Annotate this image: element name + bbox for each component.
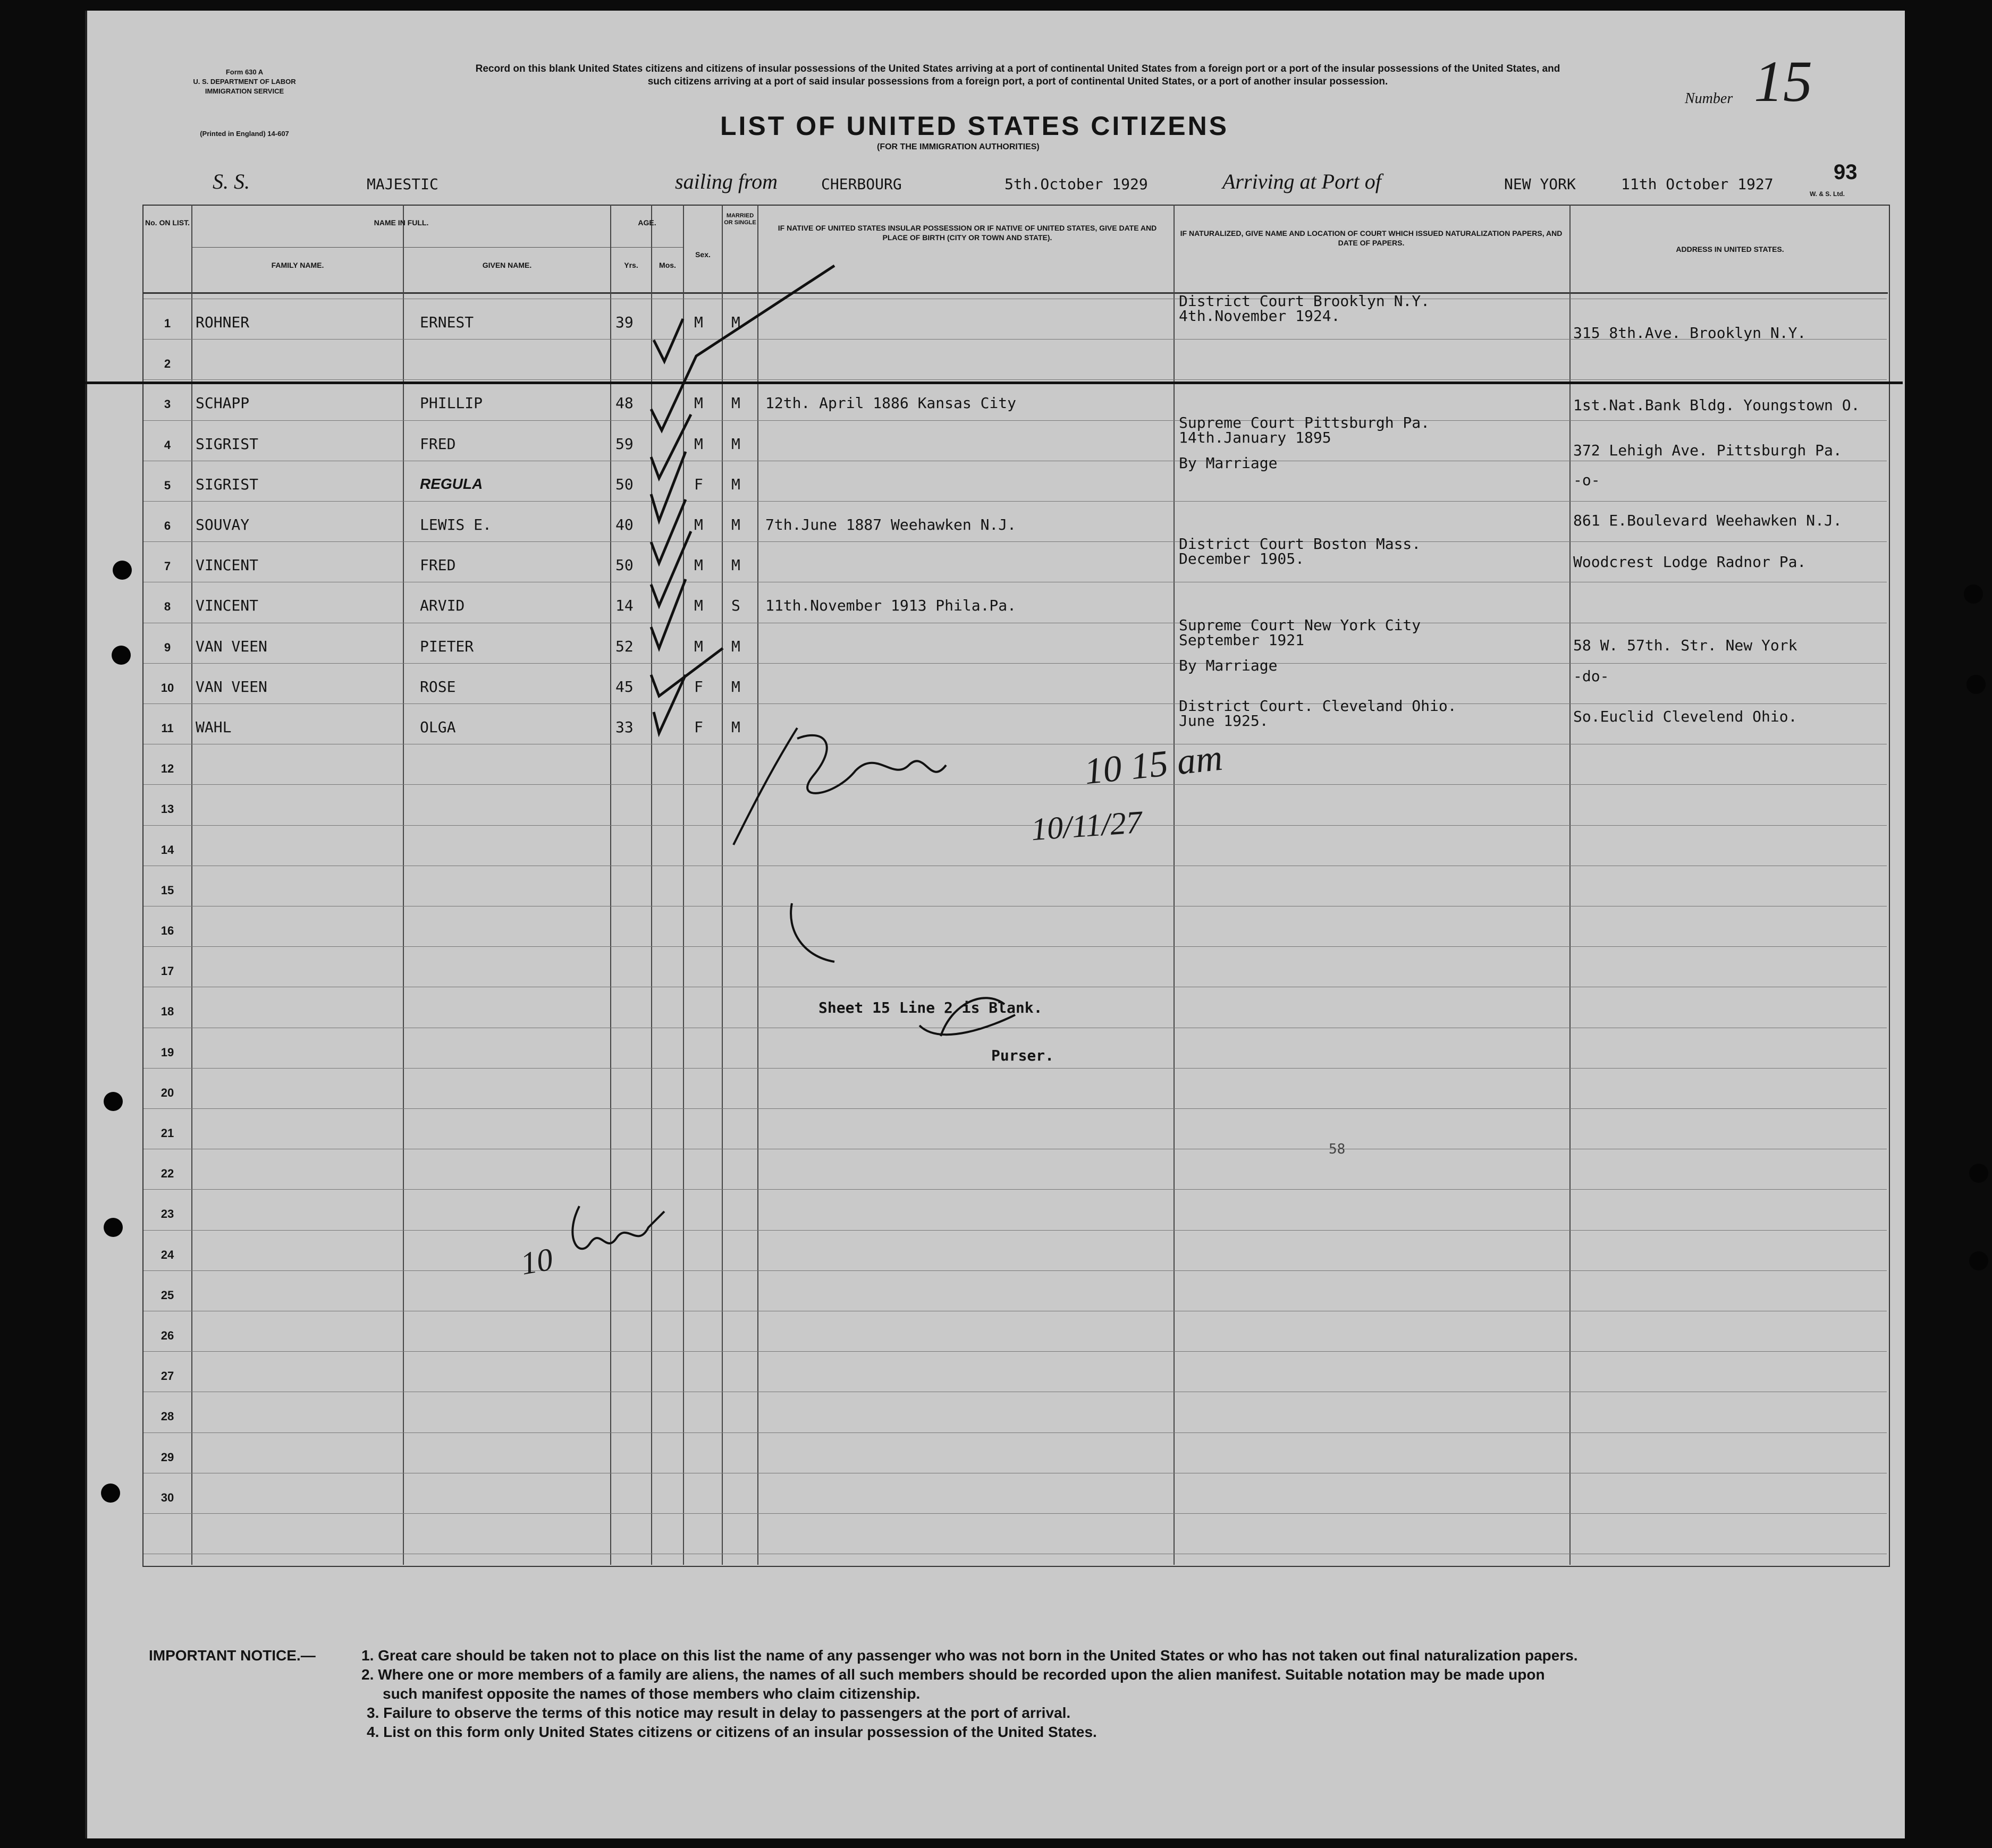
family-name: ROHNER bbox=[196, 313, 250, 331]
court-line-2: December 1905. bbox=[1179, 550, 1305, 568]
birth-info: 12th. April 1886 Kansas City bbox=[765, 394, 1017, 412]
marital-status: M bbox=[731, 313, 740, 331]
marital-status: S bbox=[731, 597, 740, 615]
court-line-1: District Court. Cleveland Ohio. bbox=[1179, 697, 1457, 715]
crossed-out-row-line bbox=[85, 382, 1903, 384]
col-family-name: FAMILY NAME. bbox=[271, 261, 324, 269]
address: 58 W. 57th. Str. New York bbox=[1573, 636, 1797, 654]
punch-hole bbox=[101, 1484, 120, 1503]
punch-hole bbox=[1964, 584, 1983, 604]
given-name: PHILLIP bbox=[420, 394, 483, 412]
punch-hole bbox=[104, 1092, 123, 1111]
sex: M bbox=[694, 435, 703, 453]
marital-status: M bbox=[731, 394, 740, 412]
given-name: FRED bbox=[420, 556, 456, 574]
address: 1st.Nat.Bank Bldg. Youngstown O. bbox=[1573, 396, 1860, 414]
row-number: 27 bbox=[161, 1369, 174, 1383]
given-name: ROSE bbox=[420, 677, 456, 696]
notice-item-2: 2. Where one or more members of a family are aliens, the names of all such members should be recorded upon the alien manifest. Suitable notation may be made upon bbox=[361, 1666, 1545, 1683]
notice-item-1: 1. Great care should be taken not to place on this list the name of any passenger who was not born in the United States or who has not taken out final naturalization papers. bbox=[361, 1647, 1578, 1664]
family-name: SCHAPP bbox=[196, 394, 250, 412]
ruled-line bbox=[144, 541, 1887, 542]
row-number: 19 bbox=[161, 1045, 174, 1059]
col-line bbox=[403, 205, 404, 1565]
row-number: 18 bbox=[161, 1005, 174, 1019]
form-number: Form 630 A bbox=[225, 68, 264, 76]
ruled-line bbox=[144, 1513, 1887, 1514]
punch-hole bbox=[112, 646, 131, 665]
row-number: 26 bbox=[161, 1329, 174, 1342]
sex: F bbox=[694, 718, 703, 736]
col-birth: IF NATIVE OF UNITED STATES INSULAR POSSESSION OR IF NATIVE OF UNITED STATES, GIVE DATE AND PLACE OF BIRTH (CITY OR TOWN AND STATE). bbox=[778, 224, 1157, 242]
given-name: FRED bbox=[420, 435, 456, 453]
row-number: 20 bbox=[161, 1086, 174, 1099]
sex: M bbox=[694, 313, 703, 331]
sex: F bbox=[694, 677, 703, 696]
col-married: MARRIED OR SINGLE bbox=[724, 213, 756, 226]
notice-item-2-cont: such manifest opposite the names of those members who claim citizenship. bbox=[383, 1685, 921, 1702]
col-yrs: Yrs. bbox=[624, 261, 638, 269]
header-rule bbox=[142, 292, 1888, 294]
row-number: 10 bbox=[161, 681, 174, 694]
marital-status: M bbox=[731, 556, 740, 574]
arriving-label: Arriving at Port of bbox=[1222, 169, 1381, 193]
row-number: 25 bbox=[161, 1288, 174, 1302]
court-line-2: June 1925. bbox=[1179, 712, 1269, 730]
address: Woodcrest Lodge Radnor Pa. bbox=[1573, 553, 1807, 571]
handwritten-date: 10/11/27 bbox=[1029, 804, 1143, 847]
sailing-label: sailing from bbox=[675, 169, 778, 193]
family-name: SIGRIST bbox=[196, 475, 259, 493]
court-line-1: Supreme Court Pittsburgh Pa. bbox=[1179, 413, 1430, 431]
purser-label: Purser. bbox=[991, 1047, 1054, 1064]
row-number: 13 bbox=[161, 802, 174, 816]
sex: M bbox=[694, 516, 703, 533]
row-number: 5 bbox=[164, 478, 171, 492]
col-line bbox=[191, 205, 192, 1565]
given-name: OLGA bbox=[420, 718, 456, 736]
printed-note: (Printed in England) 14-607 bbox=[200, 130, 289, 138]
ruled-line bbox=[144, 1270, 1887, 1271]
age-years: 52 bbox=[615, 637, 634, 655]
page-subtitle: (FOR THE IMMIGRATION AUTHORITIES) bbox=[877, 142, 1040, 151]
given-name: PIETER bbox=[420, 637, 474, 655]
age-years: 14 bbox=[615, 597, 634, 615]
col-no: No. ON LIST. bbox=[145, 218, 190, 227]
given-name: ERNEST bbox=[420, 313, 474, 331]
row-number: 23 bbox=[161, 1207, 174, 1221]
ruled-line bbox=[144, 663, 1887, 664]
department: U. S. DEPARTMENT OF LABOR bbox=[193, 78, 296, 86]
marital-status: M bbox=[731, 475, 740, 493]
family-name: VINCENT bbox=[196, 556, 259, 574]
col-naturalized: IF NATURALIZED, GIVE NAME AND LOCATION OF COURT WHICH ISSUED NATURALIZATION PAPERS, AND DATE OF PAPERS. bbox=[1180, 229, 1563, 247]
arrival-date: 11th October 1927 bbox=[1621, 175, 1774, 193]
ship-name: MAJESTIC bbox=[367, 175, 438, 193]
age-years: 48 bbox=[615, 394, 634, 412]
row-number: 4 bbox=[164, 438, 171, 452]
col-given-name: GIVEN NAME. bbox=[482, 261, 532, 269]
sex: M bbox=[694, 597, 703, 615]
address: 861 E.Boulevard Weehawken N.J. bbox=[1573, 512, 1842, 529]
ruled-line bbox=[144, 1351, 1887, 1352]
address: -do- bbox=[1573, 667, 1609, 685]
col-sex: Sex. bbox=[695, 250, 711, 259]
row-number: 16 bbox=[161, 924, 174, 937]
printer-mark: W. & S. Ltd. bbox=[1810, 190, 1845, 198]
col-name: NAME IN FULL. bbox=[374, 218, 429, 227]
age-years: 50 bbox=[615, 475, 634, 493]
family-name: VAN VEEN bbox=[196, 677, 267, 696]
address: So.Euclid Clevelend Ohio. bbox=[1573, 708, 1797, 725]
age-split-rule bbox=[611, 247, 683, 248]
record-notice: Record on this blank United States citizens and citizens of insular possessions of the United States arriving at a port of continental United States from a foreign port or a port of the insular possessions of the United States, and such citizens arriving at a port of said insular possessions from a foreign port, a port of continental United States, or a port of another insular possession. bbox=[475, 63, 1560, 87]
row-number: 11 bbox=[161, 722, 174, 735]
court-line-1: District Court Boston Mass. bbox=[1179, 535, 1421, 553]
col-address: ADDRESS IN UNITED STATES. bbox=[1676, 245, 1784, 253]
row-number: 15 bbox=[161, 883, 174, 897]
marital-status: M bbox=[731, 637, 740, 655]
sex: F bbox=[694, 475, 703, 493]
page-number: 93 bbox=[1834, 160, 1858, 184]
handwritten-signature bbox=[718, 707, 1249, 1265]
row-number: 2 bbox=[164, 357, 171, 371]
ss-label: S. S. bbox=[213, 169, 250, 193]
handwritten-time: 10 15 am bbox=[1082, 737, 1225, 793]
ruled-line bbox=[144, 501, 1887, 502]
punch-hole bbox=[1969, 1251, 1988, 1270]
sailing-port: CHERBOURG bbox=[821, 175, 902, 193]
age-years: 50 bbox=[615, 556, 634, 574]
court-line-1: Supreme Court New York City bbox=[1179, 616, 1421, 634]
col-mos: Mos. bbox=[659, 261, 676, 269]
row-number: 12 bbox=[161, 762, 174, 776]
sex: M bbox=[694, 394, 703, 412]
court-line-1: District Court Brooklyn N.Y. bbox=[1179, 292, 1430, 310]
court-line-2: September 1921 bbox=[1179, 631, 1305, 649]
arrival-port: NEW YORK bbox=[1504, 175, 1576, 193]
row-number: 30 bbox=[161, 1490, 174, 1504]
age-years: 40 bbox=[615, 516, 634, 533]
number-label: Number bbox=[1685, 90, 1733, 107]
sailing-date: 5th.October 1929 bbox=[1005, 175, 1148, 193]
age-years: 45 bbox=[615, 677, 634, 696]
name-split-rule bbox=[192, 247, 610, 248]
court-line-2: 4th.November 1924. bbox=[1179, 307, 1340, 325]
family-name: WAHL bbox=[196, 718, 232, 736]
notice-label: IMPORTANT NOTICE.— bbox=[149, 1647, 316, 1664]
col-line bbox=[1569, 205, 1571, 1565]
ruled-line bbox=[144, 703, 1887, 704]
row-number: 24 bbox=[161, 1248, 174, 1261]
address: 372 Lehigh Ave. Pittsburgh Pa. bbox=[1573, 441, 1842, 459]
given-name: ARVID bbox=[420, 597, 465, 615]
number-value: 15 bbox=[1754, 49, 1812, 114]
marital-status: M bbox=[731, 516, 740, 533]
ruled-line bbox=[144, 379, 1887, 380]
row-number: 22 bbox=[161, 1167, 174, 1181]
address: -o- bbox=[1573, 471, 1600, 489]
marital-status: M bbox=[731, 435, 740, 453]
birth-info: 7th.June 1887 Weehawken N.J. bbox=[765, 516, 1017, 533]
sheet-note: Sheet 15 Line 2 is Blank. bbox=[818, 999, 1043, 1016]
punch-hole bbox=[1966, 675, 1986, 694]
row-number: 3 bbox=[164, 397, 171, 411]
family-name: SOUVAY bbox=[196, 516, 250, 533]
given-name: REGULA bbox=[420, 475, 483, 492]
age-years: 59 bbox=[615, 435, 634, 453]
punch-hole bbox=[113, 561, 132, 580]
birth-info: 11th.November 1913 Phila.Pa. bbox=[765, 597, 1017, 615]
row-number: 17 bbox=[161, 964, 174, 978]
age-years: 33 bbox=[615, 718, 634, 736]
row-number: 14 bbox=[161, 843, 174, 857]
given-name: LEWIS E. bbox=[420, 516, 492, 533]
handwritten-scribble bbox=[558, 1196, 675, 1265]
age-years: 39 bbox=[615, 313, 634, 331]
address: 315 8th.Ave. Brooklyn N.Y. bbox=[1573, 324, 1807, 342]
row-number: 9 bbox=[164, 640, 171, 654]
row-number: 6 bbox=[164, 519, 171, 532]
sex: M bbox=[694, 556, 703, 574]
ruled-line bbox=[144, 420, 1887, 421]
row-number: 1 bbox=[164, 317, 171, 330]
ruled-line bbox=[144, 1432, 1887, 1433]
col-age: AGE. bbox=[638, 218, 656, 227]
check-marks bbox=[585, 255, 861, 765]
punch-hole bbox=[1969, 1164, 1988, 1183]
notice-item-3: 3. Failure to observe the terms of this notice may result in delay to passengers at the port of arrival. bbox=[367, 1705, 1071, 1721]
notice-item-4: 4. List on this form only United States citizens or citizens of an insular possession of the United States. bbox=[367, 1724, 1097, 1740]
row-number: 7 bbox=[164, 560, 171, 573]
row-number: 8 bbox=[164, 600, 171, 614]
court-line-2: 14th.January 1895 bbox=[1179, 428, 1331, 446]
row-number: 28 bbox=[161, 1410, 174, 1423]
row-number: 29 bbox=[161, 1450, 174, 1464]
family-name: VAN VEEN bbox=[196, 637, 267, 655]
handwritten-count: 10 bbox=[518, 1241, 556, 1282]
row-number: 21 bbox=[161, 1126, 174, 1140]
page-title: LIST OF UNITED STATES CITIZENS bbox=[720, 111, 1229, 141]
stamp-number: 58 bbox=[1329, 1141, 1346, 1157]
service: IMMIGRATION SERVICE bbox=[205, 87, 284, 95]
sex: M bbox=[694, 637, 703, 655]
court-line-1: By Marriage bbox=[1179, 454, 1278, 472]
marital-status: M bbox=[731, 718, 740, 736]
family-name: VINCENT bbox=[196, 597, 259, 615]
family-name: SIGRIST bbox=[196, 435, 259, 453]
court-line-1: By Marriage bbox=[1179, 656, 1278, 674]
punch-hole bbox=[104, 1218, 123, 1237]
marital-status: M bbox=[731, 677, 740, 696]
